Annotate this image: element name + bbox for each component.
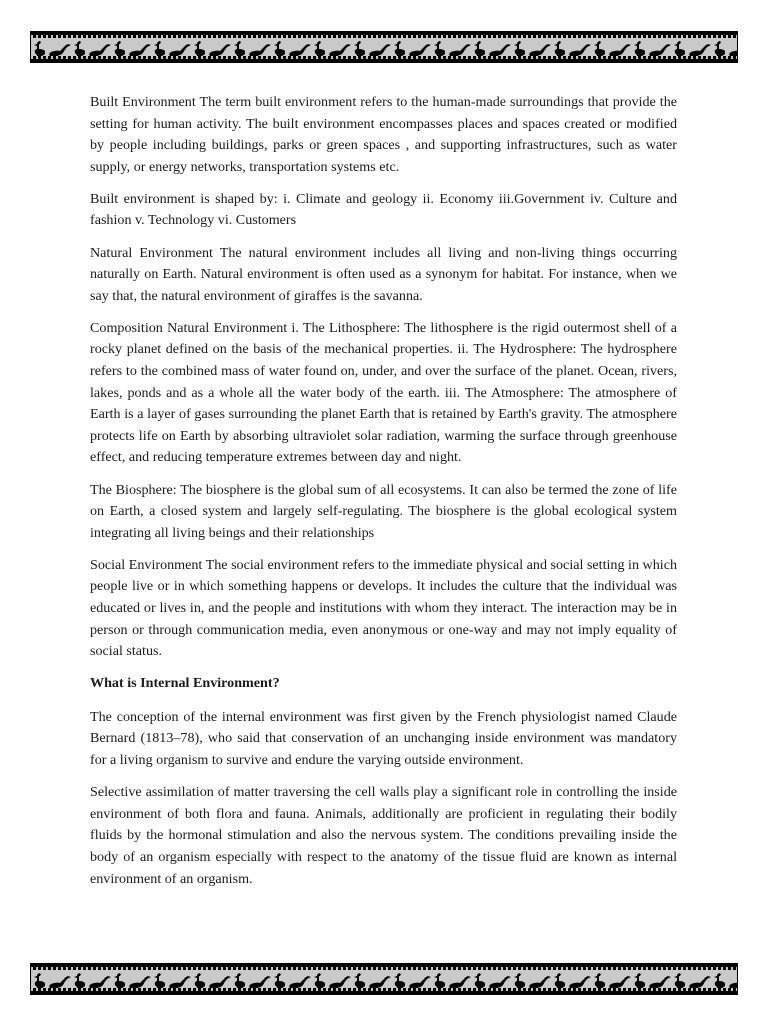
paragraph-social-environment: Social Environment The social environment refers to the immediate physical and social setting in which people live or in which something happens or develops. It includes the culture that the individual was educated or lives in, and the people and institutions with whom they interact. The interaction may be in person or through communication media, even anonymous or one-way and may not imply equality of social status. bbox=[90, 556, 677, 660]
paragraph-built-environment: Built Environment The term built environment refers to the human-made surroundings that provide the setting for human activity. The built environment encompasses places and spaces created or modified by people including buildings, parks or green spaces , and supporting infrastructures, such as water supply, or energy networks, transportation systems etc. bbox=[90, 94, 677, 175]
paragraph-internal-environment-origin: The conception of the internal environment was first given by the French physiologist named Claude Bernard (1813–78), who said that conservation of an unchanging inside environment was mandatory for a living organism to survive and endure the varying outside environment. bbox=[90, 708, 677, 769]
paragraph-internal-environment-regulation: Selective assimilation of matter traversing the cell walls play a significant role in controlling the inside environment of both flora and fauna. Animals, additionally are proficient in regulating their bodily fluids by the hormonal stimulation and also the nervous system. The conditions prevailing inside the body of an organism especially with respect to the anatomy of the tissue fluid are known as internal environment of an organism. bbox=[90, 784, 677, 887]
border-dots bbox=[31, 56, 737, 59]
section-heading: What is Internal Environment? bbox=[90, 675, 280, 692]
paragraph-biosphere: The Biosphere: The biosphere is the global sum of all ecosystems. It can also be termed the zone of life on Earth, a closed system and largely self-regulating. The biosphere is the global ecological system integrating all living beings and their relationships bbox=[90, 481, 677, 541]
border-dots bbox=[31, 35, 737, 38]
border-dots bbox=[31, 988, 737, 991]
border-dots bbox=[31, 967, 737, 970]
border-fill bbox=[31, 967, 737, 991]
border-fill bbox=[31, 35, 737, 59]
decorative-border-bottom bbox=[30, 963, 738, 995]
paragraph-composition-natural-environment: Composition Natural Environment i. The Lithosphere: The lithosphere is the rigid outermost shell of a rocky planet defined on the basis of the mechanical properties. ii. The Hydrosphere: The hydrosphere refers to the combined mass of water found on, under, and over the surface of the planet. Ocean, rivers, lakes, ponds and as a whole all the water body of the earth. iii. The Atmosphere: The atmosphere of Earth is a layer of gases surrounding the planet Earth that is retained by Earth's gravity. The atmosphere protects life on Earth by absorbing ultraviolet solar radiation, warming the surface through greenhouse effect, and reducing temperature extremes between day and night. bbox=[90, 319, 677, 466]
paragraph-built-environment-factors: Built environment is shaped by: i. Climate and geology ii. Economy iii.Government iv. Culture and fashion v. Technology vi. Customers bbox=[90, 190, 677, 229]
document-page bbox=[90, 92, 677, 901]
paragraph-natural-environment: Natural Environment The natural environment includes all living and non-living things occurring naturally on Earth. Natural environment is often used as a synonym for habitat. For instance, when we say that, the natural environment of giraffes is the savanna. bbox=[90, 244, 677, 304]
decorative-border-top bbox=[30, 31, 738, 63]
